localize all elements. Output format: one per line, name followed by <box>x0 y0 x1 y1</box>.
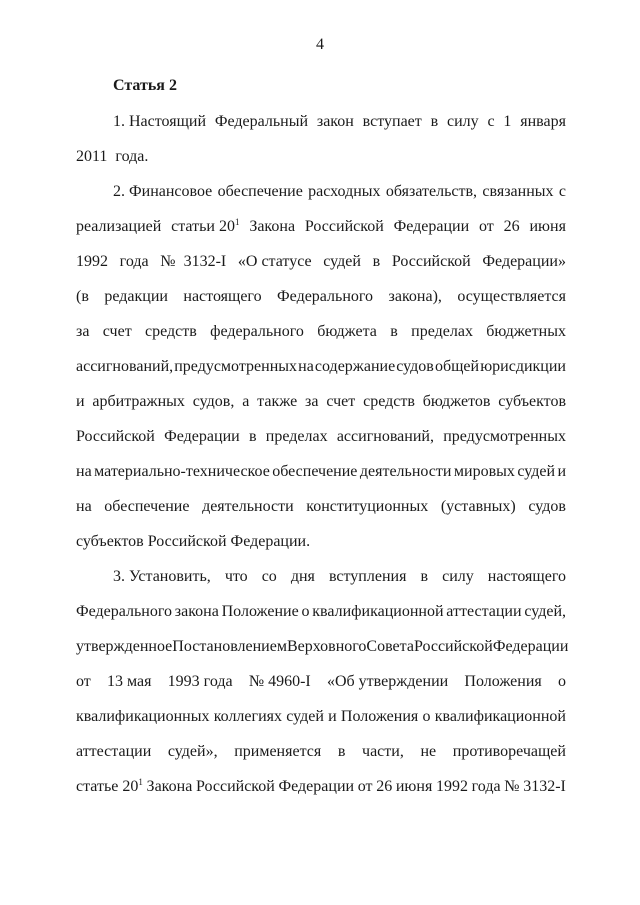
word: января <box>520 113 566 130</box>
word: общей <box>434 358 480 375</box>
word: судей», <box>167 743 218 760</box>
word: 1 <box>503 113 512 130</box>
word: Совета <box>366 638 414 655</box>
word: дня <box>290 568 315 585</box>
word: в <box>372 253 381 270</box>
word: предусмотренных <box>443 428 566 445</box>
article-number: 20 <box>122 778 139 795</box>
word: содержание <box>314 358 396 375</box>
word: 1. Настоящий <box>113 113 207 130</box>
p3-line-5 <box>76 707 566 727</box>
word: за <box>76 323 90 340</box>
word: судов <box>528 498 566 515</box>
word: закона), <box>388 288 442 305</box>
word: реализацией <box>76 218 162 235</box>
word: не <box>420 743 437 760</box>
word: обеспечение <box>217 183 303 200</box>
word: 1993 года <box>167 673 233 690</box>
word: 26 <box>376 778 393 795</box>
word: 3132-I <box>523 778 566 795</box>
word: статьи <box>171 218 215 235</box>
word: пределах <box>411 323 473 340</box>
word: федерального <box>210 323 304 340</box>
word: 26 <box>503 218 520 235</box>
p2-line-1 <box>113 182 566 202</box>
p2-line-11: субъектов Российской Федерации. <box>76 533 311 550</box>
p1-line-1 <box>113 112 566 132</box>
word: № 3132-I <box>160 253 227 270</box>
word: июня <box>395 778 433 795</box>
word: 13 мая <box>106 673 152 690</box>
p2-line-2 <box>76 217 566 237</box>
word: и <box>557 463 566 480</box>
word: в <box>420 568 429 585</box>
word: судей <box>517 463 555 480</box>
word: в <box>337 743 346 760</box>
word: о <box>422 708 431 725</box>
p3-line-1 <box>113 567 566 587</box>
word: обеспечение <box>104 498 190 515</box>
word: вступает <box>362 113 422 130</box>
p2-line-5 <box>76 322 566 342</box>
word: июня <box>529 218 566 235</box>
word: судов <box>396 358 434 375</box>
word: применяется <box>234 743 322 760</box>
word: Российской <box>195 778 275 795</box>
word: Федерации <box>278 778 355 795</box>
word: в <box>248 428 257 445</box>
word: статье <box>76 778 119 795</box>
word: мировых <box>453 463 515 480</box>
word: судов, <box>192 393 235 410</box>
word: на <box>76 463 92 480</box>
word: 1992 <box>76 253 108 270</box>
word: и <box>76 393 85 410</box>
word: Федерации <box>393 218 470 235</box>
word: вступления <box>328 568 407 585</box>
p2-line-3 <box>76 252 566 272</box>
word: Российской <box>391 253 471 270</box>
word: судей <box>286 708 324 725</box>
p3-line-4 <box>76 672 566 692</box>
word: закон <box>316 113 354 130</box>
word: Положения <box>464 673 542 690</box>
word: Федерации <box>492 638 569 655</box>
p2-line-10 <box>76 497 566 517</box>
word: аттестации <box>446 603 522 620</box>
word: Верховного <box>286 638 367 655</box>
word: на <box>76 498 92 515</box>
word: «О статусе <box>237 253 312 270</box>
page-number: 4 <box>316 36 324 53</box>
word: 2. Финансовое <box>113 183 213 200</box>
word: от <box>479 218 494 235</box>
article-superscript: 1 <box>234 217 240 227</box>
word: настоящего <box>487 568 566 585</box>
word: коллегиях <box>213 708 282 725</box>
word: с <box>487 113 495 130</box>
word: расходных <box>308 183 381 200</box>
word: Федерации» <box>482 253 566 270</box>
word: обязательств, <box>385 183 478 200</box>
word: материально-техническое <box>94 463 270 480</box>
word: противоречащей <box>452 743 566 760</box>
word: Российской <box>304 218 384 235</box>
word: деятельности <box>202 498 294 515</box>
word: № 4960-I <box>248 673 311 690</box>
word: обеспечение <box>272 463 358 480</box>
p1-line-2: 2011 года. <box>76 148 149 165</box>
word: Закона <box>249 218 296 235</box>
word: деятельности <box>359 463 452 480</box>
word: бюджетных <box>486 323 566 340</box>
word: ассигнований, <box>76 358 174 375</box>
word: со <box>261 568 277 585</box>
word: о <box>557 673 566 690</box>
p3-line-2 <box>76 602 566 622</box>
word: года <box>119 253 149 270</box>
word: силу <box>442 568 474 585</box>
word: квалификационной <box>434 708 566 725</box>
word: средств <box>363 393 415 410</box>
word: за <box>305 393 319 410</box>
word: связанных <box>482 183 554 200</box>
word: в <box>390 323 398 340</box>
word: средств <box>145 323 197 340</box>
p3-line-7 <box>76 777 566 797</box>
word: предусмотренных <box>174 358 298 375</box>
word: аттестации <box>76 743 152 760</box>
word: судей <box>323 253 361 270</box>
word: квалификационной <box>312 603 444 620</box>
word: счет <box>326 393 356 410</box>
word: также <box>257 393 298 410</box>
word: № <box>504 778 520 795</box>
word: юрисдикции <box>480 358 566 375</box>
word: Федерального <box>76 603 173 620</box>
p2-line-9 <box>76 462 566 482</box>
word: ассигнований, <box>336 428 434 445</box>
word: Российской <box>76 428 155 445</box>
word: от <box>76 673 91 690</box>
word: субъектов <box>498 393 566 410</box>
word: от <box>357 778 373 795</box>
p3-line-3 <box>76 637 569 657</box>
word: счет <box>102 323 132 340</box>
word: арбитражных <box>92 393 185 410</box>
p2-line-8 <box>76 427 566 447</box>
word: Федерального <box>277 288 374 305</box>
word: Постановлением <box>172 638 287 655</box>
word: Закона <box>146 778 193 795</box>
word: на <box>298 358 314 375</box>
word: судей, <box>524 603 566 620</box>
word: (уставных) <box>440 498 516 515</box>
p2-line-4 <box>76 287 566 307</box>
word: с <box>558 183 566 200</box>
word: квалификационных <box>76 708 210 725</box>
word: Положение <box>221 603 299 620</box>
word: «Об утверждении <box>326 673 449 690</box>
article-number: 20 <box>218 218 235 235</box>
word: года <box>471 778 501 795</box>
word: осуществляется <box>457 288 566 305</box>
p2-line-7 <box>76 392 566 412</box>
p3-line-6 <box>76 742 566 762</box>
word: (в <box>76 288 89 305</box>
word: Федеральный <box>214 113 309 130</box>
word: бюджета <box>317 323 377 340</box>
article-heading: Статья 2 <box>113 77 177 94</box>
word: силу <box>446 113 479 130</box>
word: и <box>328 708 337 725</box>
word: 1992 <box>435 778 468 795</box>
word: 3. Установить, <box>113 568 211 585</box>
word: Федерации <box>164 428 240 445</box>
word: что <box>224 568 248 585</box>
word: а <box>242 393 250 410</box>
word: в <box>430 113 439 130</box>
word: закона <box>174 603 219 620</box>
word: Российской <box>413 638 493 655</box>
word: конституционных <box>306 498 429 515</box>
word: бюджетов <box>422 393 491 410</box>
word: пределах <box>265 428 328 445</box>
word: Положения <box>340 708 419 725</box>
word: части, <box>362 743 404 760</box>
p2-line-6 <box>76 357 566 377</box>
article-ref <box>171 217 239 237</box>
article-ref <box>76 777 143 797</box>
word: редакции <box>104 288 168 305</box>
word: о <box>301 603 310 620</box>
article-superscript: 1 <box>138 777 143 787</box>
word: утвержденное <box>76 638 173 655</box>
word: настоящего <box>183 288 262 305</box>
